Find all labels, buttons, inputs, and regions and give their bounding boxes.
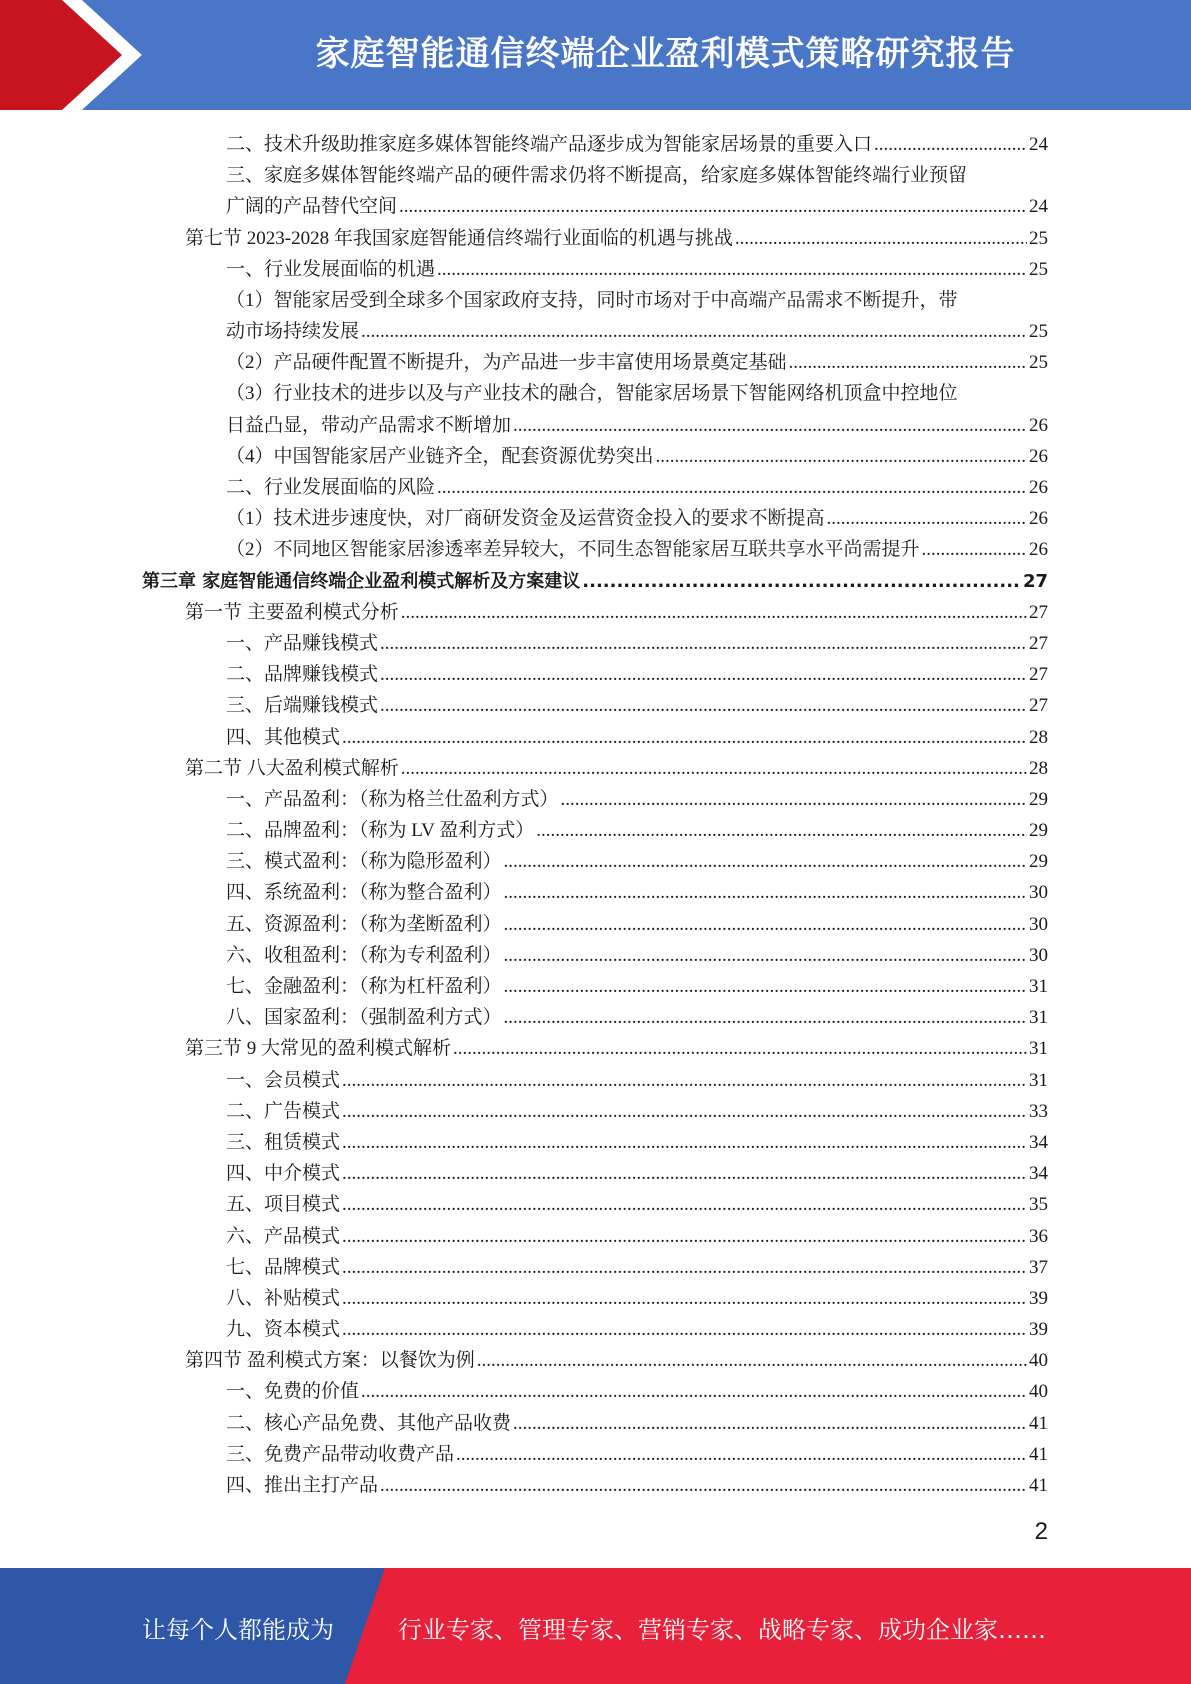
toc-entry-text: 二、品牌盈利：（称为 LV 盈利方式） xyxy=(226,820,535,842)
toc-subsection-entry[interactable] xyxy=(0,1158,1048,1189)
toc-entry-text: 六、产品模式 xyxy=(226,1225,341,1247)
toc-entry-text: 五、项目模式 xyxy=(226,1194,341,1216)
toc-page-number: 33 xyxy=(1029,1100,1048,1122)
toc-subsection-entry[interactable] xyxy=(0,129,1048,160)
toc-subsection-entry[interactable] xyxy=(0,191,1048,222)
toc-subsection-entry[interactable] xyxy=(0,503,1048,534)
toc-subsection-entry[interactable] xyxy=(0,1314,1048,1345)
toc-entry-text: 第三节 9 大常见的盈利模式解析 xyxy=(185,1038,452,1060)
toc-dot-leader xyxy=(342,1096,1027,1127)
toc-subsection-entry[interactable] xyxy=(0,1002,1048,1033)
toc-entry-text: 一、产品赚钱模式 xyxy=(226,632,379,654)
toc-page-number: 30 xyxy=(1029,944,1048,966)
toc-subsection-entry[interactable] xyxy=(0,410,1048,441)
toc-chapter-entry[interactable] xyxy=(0,566,1048,597)
toc-dot-leader xyxy=(922,534,1027,565)
toc-subsection-entry[interactable] xyxy=(0,878,1048,909)
toc-subsection-entry[interactable] xyxy=(0,1283,1048,1314)
toc-page-number: 39 xyxy=(1029,1287,1048,1309)
toc-dot-leader xyxy=(380,628,1027,659)
page-number: 2 xyxy=(1034,1518,1048,1545)
toc-page-number: 25 xyxy=(1029,321,1048,343)
toc-page-number: 40 xyxy=(1029,1381,1048,1403)
toc-entry-text: （1）智能家居受到全球多个国家政府支持，同时市场对于中高端产品需求不断提升，带 xyxy=(226,289,958,311)
toc-dot-leader xyxy=(504,971,1027,1002)
toc-entry-text: 八、国家盈利：（强制盈利方式） xyxy=(226,1007,502,1029)
toc-dot-leader xyxy=(582,566,1021,597)
toc-entry-text: 日益凸显，带动产品需求不断增加 xyxy=(226,414,512,436)
toc-subsection-entry[interactable] xyxy=(0,909,1048,940)
toc-page-number: 28 xyxy=(1029,757,1048,779)
toc-entry-text: （3）行业技术的进步以及与产业技术的融合，智能家居场景下智能网络机顶盒中控地位 xyxy=(226,383,958,405)
toc-dot-leader xyxy=(342,1252,1027,1283)
toc-entry-text: 一、免费的价值 xyxy=(226,1381,360,1403)
toc-dot-leader xyxy=(342,1283,1027,1314)
toc-subsection-entry[interactable] xyxy=(0,1065,1048,1096)
toc-page-number: 30 xyxy=(1029,913,1048,935)
toc-page-number: 26 xyxy=(1029,508,1048,530)
toc-dot-leader xyxy=(504,877,1027,908)
toc-page-number: 31 xyxy=(1029,1038,1048,1060)
toc-dot-leader xyxy=(361,1376,1027,1407)
toc-entry-text: 二、广告模式 xyxy=(226,1100,341,1122)
toc-subsection-entry[interactable] xyxy=(0,690,1048,721)
toc-entry-text: 四、系统盈利：（称为整合盈利） xyxy=(226,882,502,904)
toc-dot-leader xyxy=(342,1314,1027,1345)
toc-entry-text: 七、品牌模式 xyxy=(226,1256,341,1278)
toc-dot-leader xyxy=(342,1189,1027,1220)
toc-page-number: 24 xyxy=(1029,196,1048,218)
footer-slogan-left: 让每个人都能成为 xyxy=(142,1616,334,1644)
toc-page-number: 27 xyxy=(1029,664,1048,686)
toc-entry-text: 动市场持续发展 xyxy=(226,321,360,343)
toc-subsection-entry[interactable] xyxy=(0,971,1048,1002)
toc-entry-text: 二、技术升级助推家庭多媒体智能终端产品逐步成为智能家居场景的重要入口 xyxy=(226,133,873,155)
toc-dot-leader xyxy=(477,1345,1027,1376)
toc-entry-text: （2）产品硬件配置不断提升，为产品进一步丰富使用场景奠定基础 xyxy=(226,352,787,374)
toc-subsection-entry[interactable] xyxy=(0,379,1048,410)
toc-section-entry[interactable] xyxy=(0,223,1048,254)
toc-page-number: 29 xyxy=(1029,820,1048,842)
toc-subsection-entry[interactable] xyxy=(0,347,1048,378)
toc-dot-leader xyxy=(504,909,1027,940)
toc-subsection-entry[interactable] xyxy=(0,1408,1048,1439)
toc-subsection-entry[interactable] xyxy=(0,815,1048,846)
toc-dot-leader xyxy=(437,472,1027,503)
toc-entry-text: （4）中国智能家居产业链齐全，配套资源优势突出 xyxy=(226,445,654,467)
toc-page-number: 28 xyxy=(1029,726,1048,748)
toc-dot-leader xyxy=(735,223,1027,254)
toc-page-number: 36 xyxy=(1029,1225,1048,1247)
toc-page-number: 29 xyxy=(1029,788,1048,810)
toc-dot-leader xyxy=(342,1065,1027,1096)
toc-entry-text: 四、推出主打产品 xyxy=(226,1475,379,1497)
toc-page-number: 34 xyxy=(1029,1131,1048,1153)
toc-dot-leader xyxy=(380,690,1027,721)
toc-dot-leader xyxy=(504,846,1027,877)
toc-entry-text: 四、中介模式 xyxy=(226,1163,341,1185)
toc-entry-text: 一、会员模式 xyxy=(226,1069,341,1091)
footer-slogan-right: 行业专家、管理专家、营销专家、战略专家、成功企业家…… xyxy=(398,1616,1046,1644)
toc-entry-text: 第四节 盈利模式方案：以餐饮为例 xyxy=(185,1350,475,1372)
toc-subsection-entry[interactable] xyxy=(0,940,1048,971)
toc-dot-leader xyxy=(361,316,1027,347)
toc-dot-leader xyxy=(399,191,1027,222)
toc-entry-text: （2）不同地区智能家居渗透率差异较大，不同生态智能家居互联共享水平尚需提升 xyxy=(226,539,920,561)
toc-entry-text: 二、行业发展面临的风险 xyxy=(226,477,436,499)
toc-dot-leader xyxy=(561,784,1027,815)
toc-page-number: 27 xyxy=(1029,601,1048,623)
toc-page-number: 39 xyxy=(1029,1319,1048,1341)
toc-dot-leader xyxy=(342,1127,1027,1158)
report-title: 家庭智能通信终端企业盈利模式策略研究报告 xyxy=(315,34,1016,74)
toc-dot-leader xyxy=(536,815,1027,846)
toc-entry-text: 第二节 八大盈利模式解析 xyxy=(185,757,399,779)
toc-subsection-entry[interactable] xyxy=(0,254,1048,285)
toc-dot-leader xyxy=(437,254,1027,285)
toc-entry-text: 第一节 主要盈利模式分析 xyxy=(185,601,399,623)
toc-page-number: 40 xyxy=(1029,1350,1048,1372)
toc-page-number: 31 xyxy=(1029,1007,1048,1029)
toc-dot-leader xyxy=(827,503,1027,534)
toc-subsection-entry[interactable] xyxy=(0,784,1048,815)
toc-page-number: 27 xyxy=(1029,632,1048,654)
toc-page-number: 25 xyxy=(1029,258,1048,280)
toc-dot-leader xyxy=(874,129,1027,160)
toc-entry-text: 三、模式盈利：（称为隐形盈利） xyxy=(226,851,502,873)
toc-entry-text: 五、资源盈利：（称为垄断盈利） xyxy=(226,913,502,935)
toc-subsection-entry[interactable] xyxy=(0,1377,1048,1408)
toc-section-entry[interactable] xyxy=(0,1033,1048,1064)
toc-subsection-entry[interactable] xyxy=(0,1439,1048,1470)
toc-entry-text: 第三章 家庭智能通信终端企业盈利模式解析及方案建议 xyxy=(142,570,581,592)
toc-entry-text: 一、行业发展面临的机遇 xyxy=(226,258,436,280)
toc-page-number: 34 xyxy=(1029,1163,1048,1185)
toc-subsection-entry[interactable] xyxy=(0,1221,1048,1252)
toc-page-number: 26 xyxy=(1029,445,1048,467)
footer-banner xyxy=(0,1568,1191,1684)
toc-entry-text: （1）技术进步速度快，对厂商研发资金及运营资金投入的要求不断提高 xyxy=(226,508,825,530)
toc-subsection-entry[interactable] xyxy=(0,160,1048,191)
toc-section-entry[interactable] xyxy=(0,1345,1048,1376)
toc-page-number: 27 xyxy=(1022,570,1048,592)
toc-entry-text: 一、产品盈利：（称为格兰仕盈利方式） xyxy=(226,788,559,810)
toc-subsection-entry[interactable] xyxy=(0,722,1048,753)
toc-dot-leader xyxy=(456,1439,1027,1470)
toc-dot-leader xyxy=(789,347,1027,378)
toc-dot-leader xyxy=(342,1221,1027,1252)
toc-section-entry[interactable] xyxy=(0,597,1048,628)
toc-dot-leader xyxy=(513,1408,1027,1439)
toc-dot-leader xyxy=(380,659,1027,690)
toc-entry-text: 八、补贴模式 xyxy=(226,1287,341,1309)
toc-subsection-entry[interactable] xyxy=(0,659,1048,690)
toc-entry-text: 六、收租盈利：（称为专利盈利） xyxy=(226,944,502,966)
toc-page-number: 30 xyxy=(1029,882,1048,904)
toc-entry-text: 三、后端赚钱模式 xyxy=(226,695,379,717)
toc-subsection-entry[interactable] xyxy=(0,1127,1048,1158)
toc-subsection-entry[interactable] xyxy=(0,285,1048,316)
toc-entry-text: 三、家庭多媒体智能终端产品的硬件需求仍将不断提高，给家庭多媒体智能终端行业预留 xyxy=(226,165,968,187)
table-of-contents xyxy=(0,129,1191,1501)
toc-subsection-entry[interactable] xyxy=(0,1189,1048,1220)
toc-entry-text: 二、品牌赚钱模式 xyxy=(226,664,379,686)
toc-entry-text: 三、租赁模式 xyxy=(226,1131,341,1153)
toc-page-number: 25 xyxy=(1029,227,1048,249)
toc-entry-text: 九、资本模式 xyxy=(226,1319,341,1341)
toc-page-number: 25 xyxy=(1029,352,1048,374)
toc-dot-leader xyxy=(342,722,1027,753)
toc-section-entry[interactable] xyxy=(0,753,1048,784)
header-banner xyxy=(0,0,1191,110)
toc-entry-text: 七、金融盈利：（称为杠杆盈利） xyxy=(226,976,502,998)
toc-subsection-entry[interactable] xyxy=(0,846,1048,877)
toc-page-number: 26 xyxy=(1029,414,1048,436)
toc-entry-text: 第七节 2023-2028 年我国家庭智能通信终端行业面临的机遇与挑战 xyxy=(185,227,733,249)
toc-page-number: 37 xyxy=(1029,1256,1048,1278)
toc-subsection-entry[interactable] xyxy=(0,472,1048,503)
toc-page-number: 35 xyxy=(1029,1194,1048,1216)
toc-page-number: 31 xyxy=(1029,1069,1048,1091)
toc-subsection-entry[interactable] xyxy=(0,1252,1048,1283)
toc-subsection-entry[interactable] xyxy=(0,1470,1048,1501)
toc-page-number: 26 xyxy=(1029,539,1048,561)
toc-dot-leader xyxy=(513,410,1027,441)
toc-subsection-entry[interactable] xyxy=(0,441,1048,472)
toc-entry-text: 四、其他模式 xyxy=(226,726,341,748)
toc-dot-leader xyxy=(453,1033,1027,1064)
toc-dot-leader xyxy=(401,753,1027,784)
toc-dot-leader xyxy=(380,1470,1027,1501)
toc-page-number: 27 xyxy=(1029,695,1048,717)
toc-page-number: 41 xyxy=(1029,1412,1048,1434)
toc-dot-leader xyxy=(504,940,1027,971)
toc-dot-leader xyxy=(342,1158,1027,1189)
toc-dot-leader xyxy=(656,441,1027,472)
toc-dot-leader xyxy=(401,597,1027,628)
toc-dot-leader xyxy=(504,1002,1027,1033)
toc-page-number: 41 xyxy=(1029,1475,1048,1497)
toc-subsection-entry[interactable] xyxy=(0,534,1048,565)
toc-entry-text: 三、免费产品带动收费产品 xyxy=(226,1443,455,1465)
toc-subsection-entry[interactable] xyxy=(0,316,1048,347)
toc-entry-text: 二、核心产品免费、其他产品收费 xyxy=(226,1412,512,1434)
toc-page-number: 24 xyxy=(1029,133,1048,155)
toc-page-number: 31 xyxy=(1029,976,1048,998)
toc-page-number: 29 xyxy=(1029,851,1048,873)
toc-subsection-entry[interactable] xyxy=(0,1096,1048,1127)
toc-page-number: 41 xyxy=(1029,1443,1048,1465)
toc-subsection-entry[interactable] xyxy=(0,628,1048,659)
toc-page-number: 26 xyxy=(1029,477,1048,499)
toc-entry-text: 广阔的产品替代空间 xyxy=(226,196,398,218)
